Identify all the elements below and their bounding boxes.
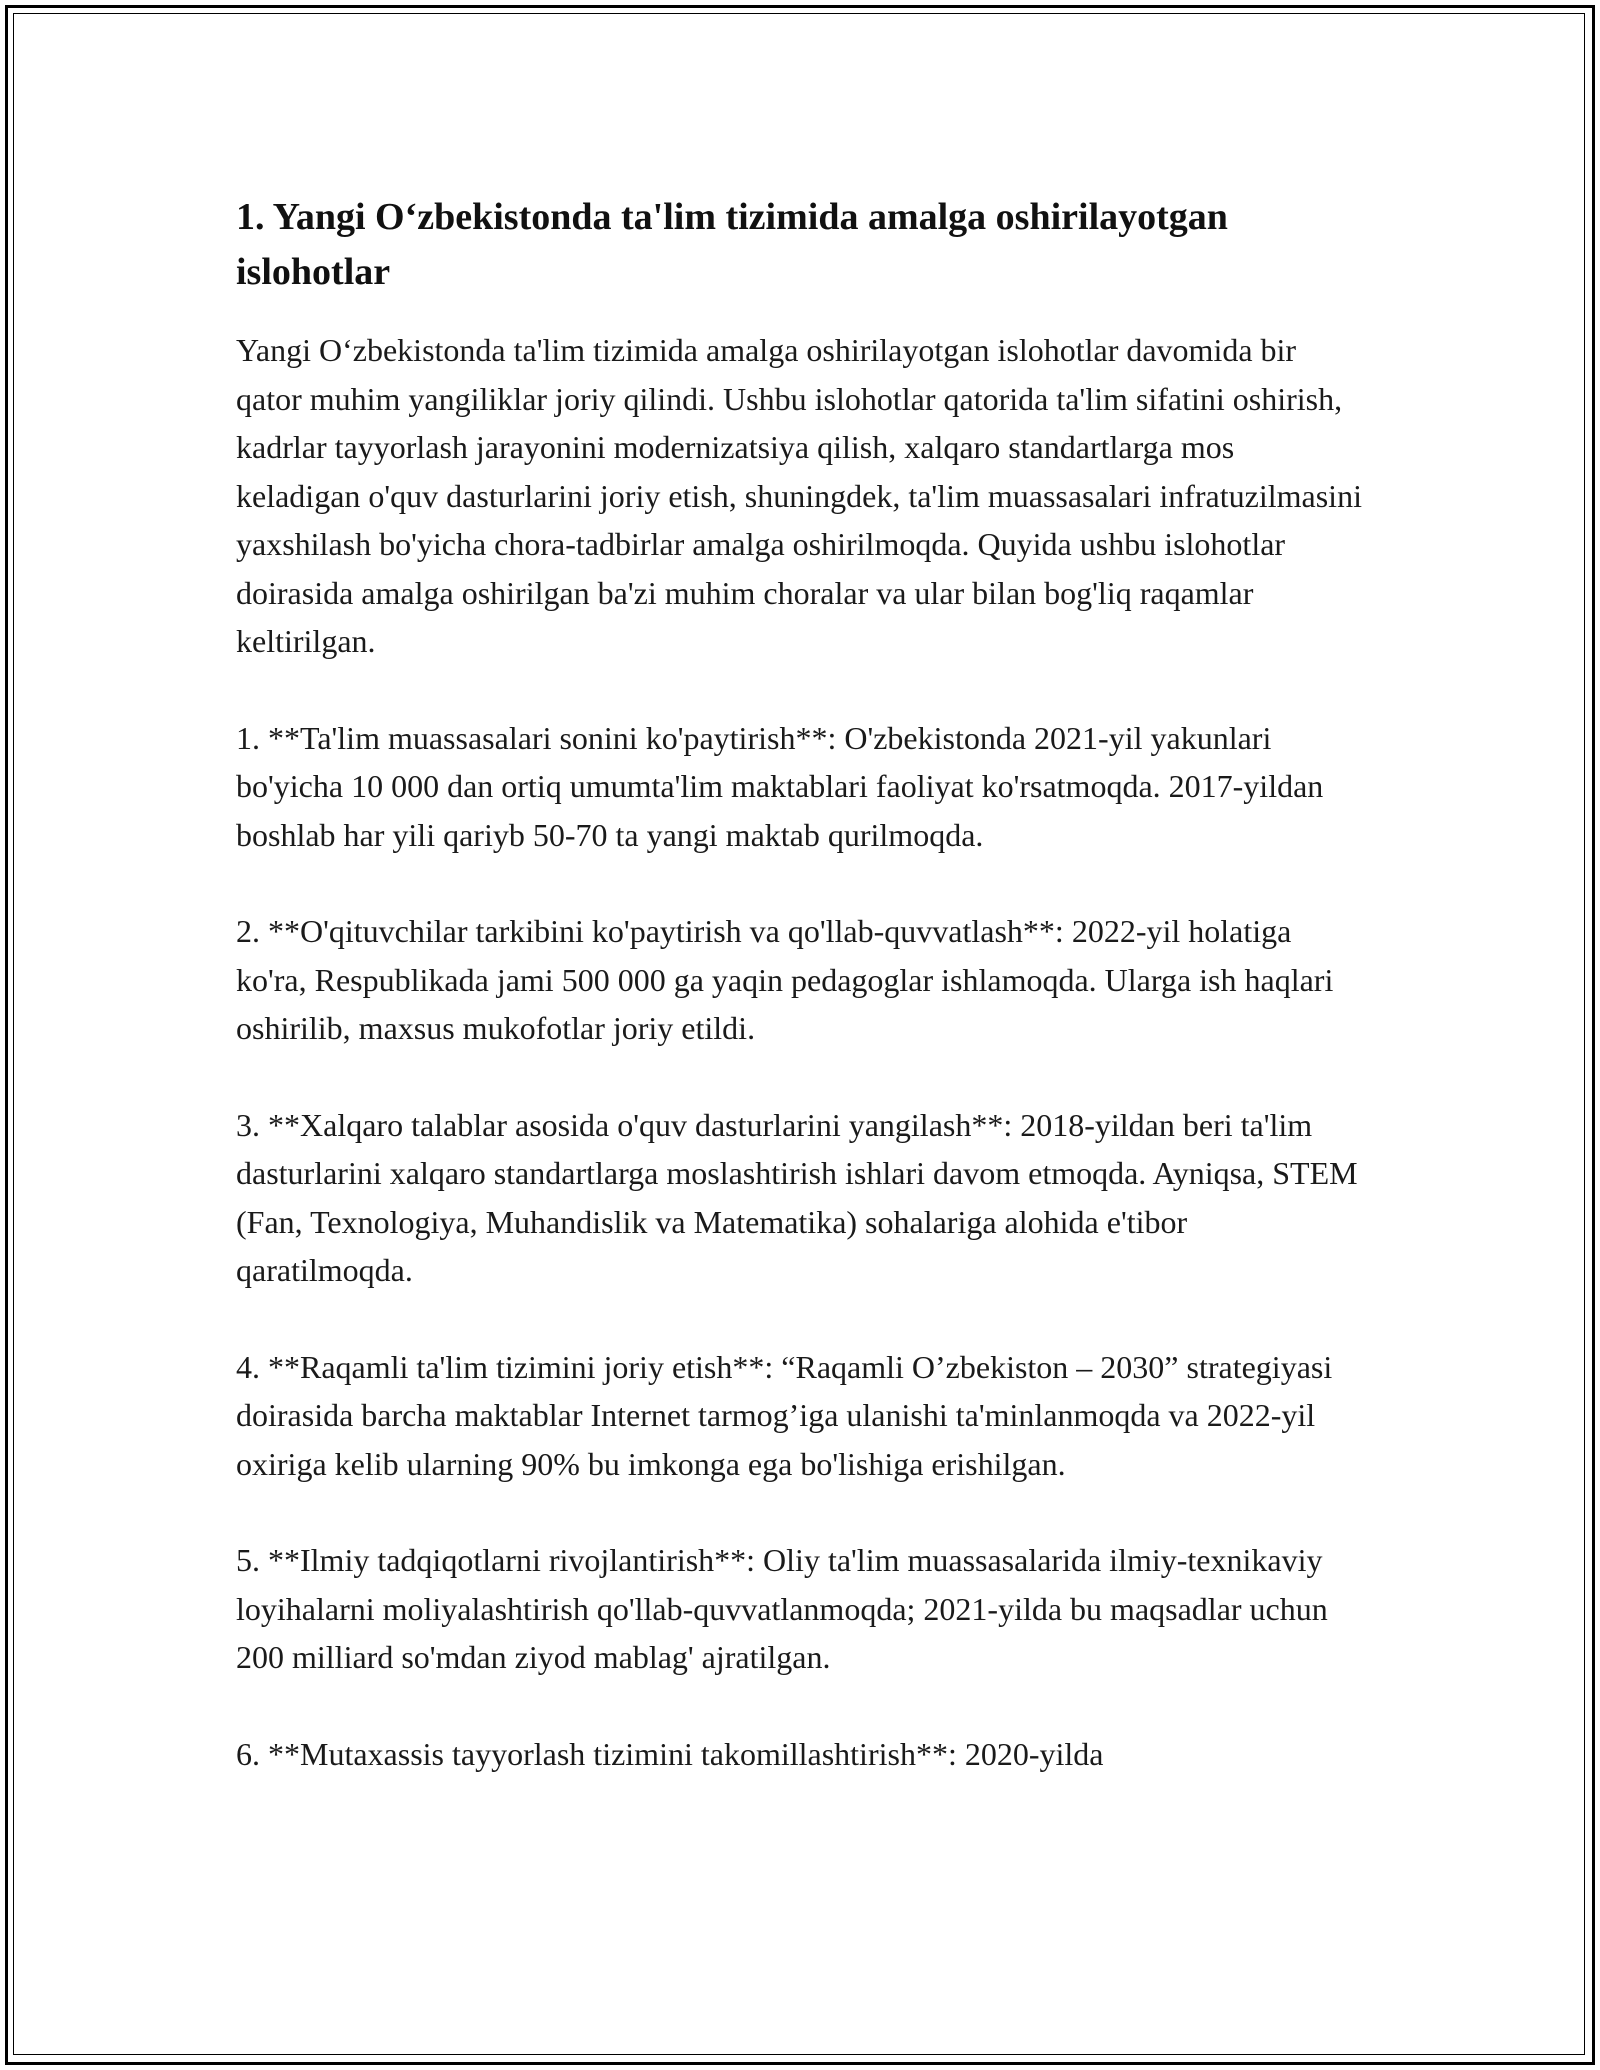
list-item-4: 4. **Raqamli ta'lim tizimini joriy etish**: “Raqamli O’zbekiston – 2030” strategiyasi doirasida barcha maktablar Internet tarmog’iga ulanishi ta'minlanmoqda va 2022-yil oxiriga kelib ularning 90% bu imkonga ega bo'lishiga erishilgan. xyxy=(236,1348,1333,1482)
document-heading: 1. Yangi O‘zbekistonda ta'lim tizimida amalga oshirilayotgan islohotlar xyxy=(236,196,1228,293)
list-item-6: 6. **Mutaxassis tayyorlash tizimini takomillashtirish**: 2020-yilda xyxy=(236,1735,1104,1772)
list-item-1: 1. **Ta'lim muassasalari sonini ko'paytirish**: O'zbekistonda 2021-yil yakunlari bo'yicha 10 000 dan ortiq umumta'lim maktablari faoliyat ko'rsatmoqda. 2017-yildan boshlab har yili qariyb 50-70 ta yangi maktab qurilmoqda. xyxy=(236,719,1324,853)
list-item-5: 5. **Ilmiy tadqiqotlarni rivojlantirish**: Oliy ta'lim muassasalarida ilmiy-texnikaviy loyihalarni moliyalashtirish qo'llab-quvvatlanmoqda; 2021-yilda bu maqsadlar uchun 200 milliard so'mdan ziyod mablag' ajratilgan. xyxy=(236,1542,1328,1675)
document-body xyxy=(236,190,1366,1826)
intro-paragraph: Yangi O‘zbekistonda ta'lim tizimida amalga oshirilayotgan islohotlar davomida bir qator muhim yangiliklar joriy qilindi. Ushbu islohotlar qatorida ta'lim sifatini oshirish, kadrlar tayyorlash jarayonini modernizatsiya qilish, xalqaro standartlarga mos keladigan o'quv dasturlarini joriy etish, shuningdek, ta'lim muassasalari infratuzilmasini yaxshilash bo'yicha chora-tadbirlar amalga oshirilmoqda. Quyida ushbu islohotlar doirasida amalga oshirilgan ba'zi muhim choralar va ular bilan bog'liq raqamlar keltirilgan. xyxy=(236,332,1362,659)
list-item-3: 3. **Xalqaro talablar asosida o'quv dasturlarini yangilash**: 2018-yildan beri ta'lim dasturlarini xalqaro standartlarga moslashtirish ishlari davom etmoqda. Ayniqsa, STEM (Fan, Texnologiya, Muhandislik va Matematika) sohalariga alohida e'tibor qaratilmoqda. xyxy=(236,1106,1358,1288)
list-item-2: 2. **O'qituvchilar tarkibini ko'paytirish va qo'llab-quvvatlash**: 2022-yil holatiga ko'ra, Respublikada jami 500 000 ga yaqin pedagoglar ishlamoqda. Ularga ish haqlari oshirilib, maxsus mukofotlar joriy etildi. xyxy=(236,913,1334,1046)
